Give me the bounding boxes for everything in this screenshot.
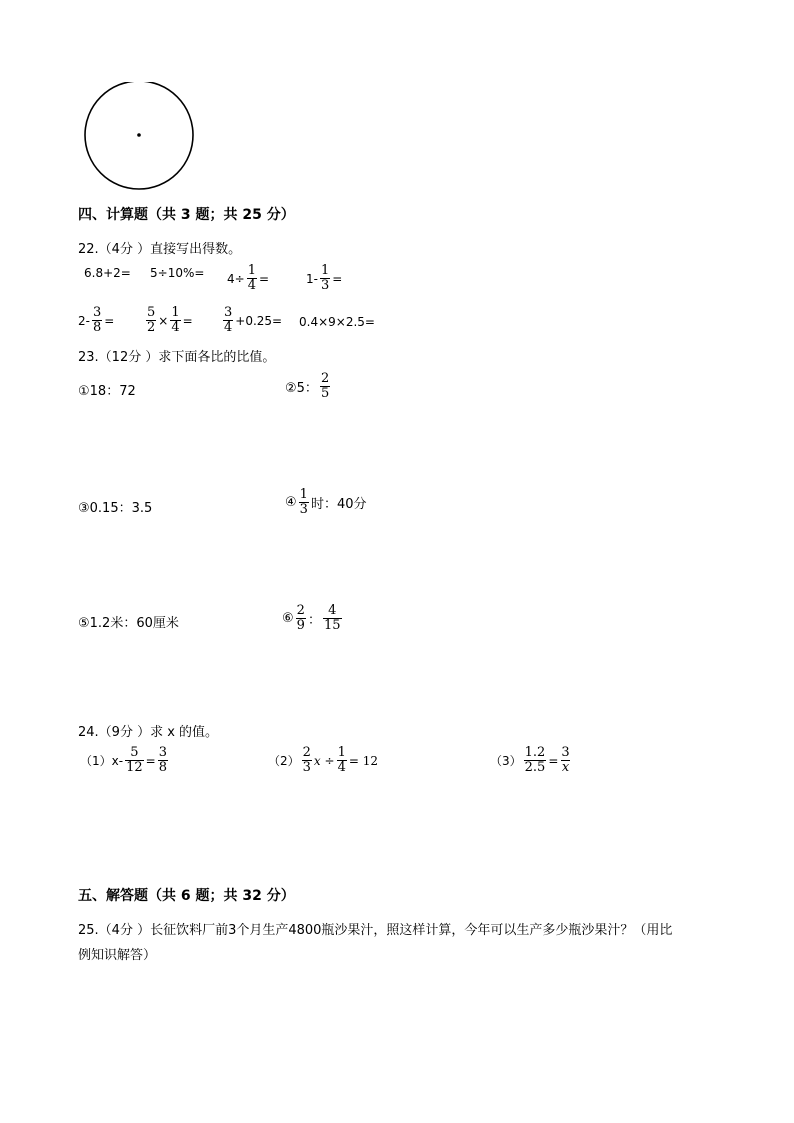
- fraction: $\frac{3}{8}$: [158, 745, 167, 775]
- q23-item-5: ⑤1.2米：60厘米: [78, 616, 179, 631]
- fraction: $\frac{2}{5}$: [320, 371, 330, 401]
- fraction: $\frac{1}{4}$: [171, 305, 180, 335]
- q23-item-4: ④ $\frac{1}{3}$ 时：40分: [285, 487, 367, 517]
- q22-item-b1: 5÷10%=: [150, 266, 205, 280]
- q22-item-b2: $\frac{5}{2}$ × $\frac{1}{4}$ =: [147, 305, 193, 335]
- q22-item-d1: 1- $\frac{1}{3}$ =: [306, 263, 343, 293]
- circle-figure: [80, 82, 198, 196]
- q23-item-3: ③0.15：3.5: [78, 501, 153, 516]
- section5-title: 五、解答题（共 6 题；共 32 分）: [78, 888, 295, 904]
- q24-stem: 24.（9分 ）求 x 的值。: [78, 725, 219, 740]
- fraction: $\frac{3}{4}$: [224, 305, 233, 335]
- q23-stem: 23.（12分 ）求下面各比的比值。: [78, 350, 276, 365]
- fraction: $\frac{2}{9}$: [296, 603, 305, 633]
- q22-item-d2: 0.4×9×2.5=: [299, 315, 375, 329]
- q24-equation-2: （2） $\frac{2}{3}$ x ÷ $\frac{1}{4}$ = 12: [268, 745, 378, 775]
- q23-item-6: ⑥ $\frac{2}{9}$ ： $\frac{4}{15}$: [282, 603, 341, 633]
- fraction: $\frac{4}{15}$: [323, 603, 341, 633]
- fraction: $\frac{1}{3}$: [299, 487, 308, 517]
- q24-equation-3: （3） $\frac{1.2}{2.5}$ = $\frac{3}{x}$: [490, 745, 570, 775]
- q22-item-a2: 2- $\frac{3}{8}$ =: [78, 305, 115, 335]
- fraction: $\frac{1}{4}$: [247, 263, 256, 293]
- q23-item-1: ①18：72: [78, 384, 136, 399]
- fraction: $\frac{3}{x}$: [561, 745, 570, 775]
- q24-equation-1: （1）x- $\frac{5}{12}$ = $\frac{3}{8}$: [80, 745, 167, 775]
- q23-item-2: ②5： $\frac{2}{5}$: [285, 371, 330, 401]
- fraction: $\frac{1}{3}$: [320, 263, 330, 293]
- q25-text-line1: 25.（4分 ）长征饮料厂前3个月生产4800瓶沙果汁，照这样计算，今年可以生产多少瓶沙果汁？（用比: [78, 923, 673, 938]
- fraction: $\frac{1}{4}$: [337, 745, 346, 775]
- fraction: $\frac{5}{2}$: [147, 305, 156, 335]
- fraction: $\frac{1.2}{2.5}$: [524, 745, 546, 775]
- q22-item-c1: 4÷ $\frac{1}{4}$ =: [227, 263, 270, 293]
- q22-item-c2: $\frac{3}{4}$ +0.25=: [224, 305, 283, 335]
- q22-stem: 22.（4分 ）直接写出得数。: [78, 242, 242, 257]
- circle-center-point: [137, 133, 141, 137]
- q22-item-a1: 6.8+2=: [84, 266, 131, 280]
- fraction: $\frac{2}{3}$: [302, 745, 311, 775]
- fraction: $\frac{3}{8}$: [92, 305, 102, 335]
- fraction: $\frac{5}{12}$: [126, 745, 143, 775]
- section4-title: 四、计算题（共 3 题；共 25 分）: [78, 207, 295, 223]
- q25-text-line2: 例知识解答）: [78, 948, 157, 963]
